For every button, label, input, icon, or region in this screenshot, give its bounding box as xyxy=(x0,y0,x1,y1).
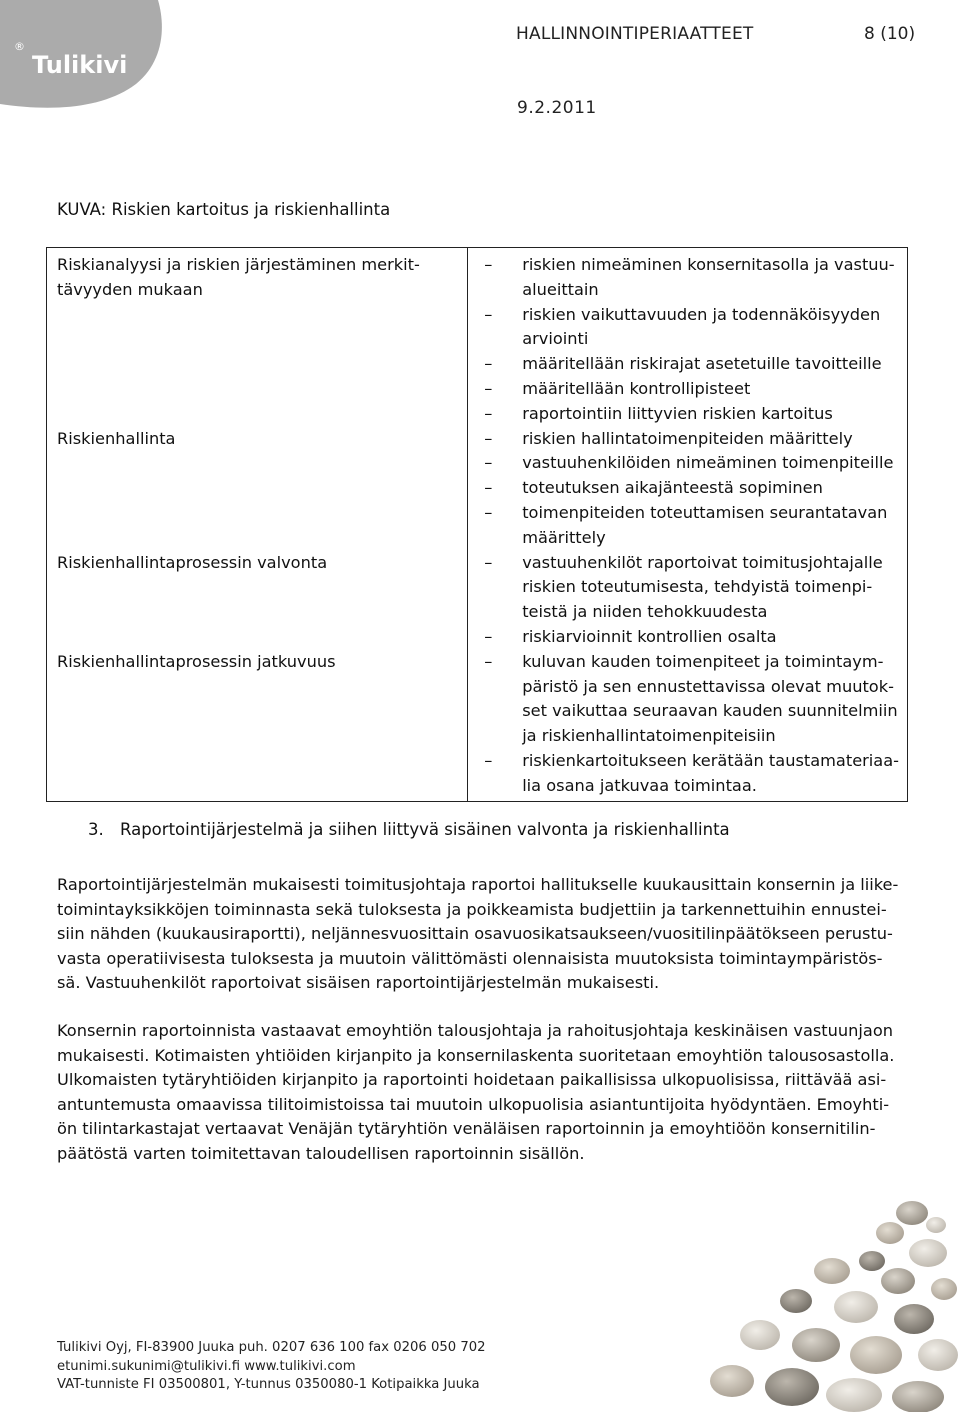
paragraph-line: siin nähden (kuukausiraportti), neljännesvuosittain osavuosikatsaukseen/vuositilinpäätökseen perustu- xyxy=(57,924,893,944)
logo-text: Tulikivi xyxy=(32,51,128,79)
table-row-items xyxy=(468,650,908,801)
dash-icon: – xyxy=(484,403,493,423)
figure-caption: KUVA: Riskien kartoitus ja riskienhallinta xyxy=(57,200,391,219)
document-date: 9.2.2011 xyxy=(517,98,597,118)
paragraph-line: vasta operatiivisesta tuloksesta ja muutoin välittömästi olennaisista muutoksista toimintaympäristös- xyxy=(57,948,883,968)
dash-icon: – xyxy=(484,255,493,274)
list-item xyxy=(484,253,899,303)
dash-icon: – xyxy=(484,626,493,646)
item-line: teistä ja niiden tehokkuudesta xyxy=(522,602,768,622)
dash-icon: – xyxy=(484,304,493,324)
list-item xyxy=(484,551,899,625)
paragraph-line: ön tilintarkastajat vertaavat Venäjän tytäryhtiön venäläisen raportoinnin ja emoyhtiöön konsernitilin- xyxy=(57,1119,876,1139)
table-row xyxy=(47,248,908,427)
dash-icon: – xyxy=(484,453,493,473)
label-line: Riskienhallintaprosessin jatkuvuus xyxy=(57,651,336,671)
list-item xyxy=(484,650,899,749)
section-heading xyxy=(88,820,730,839)
paragraph-line: toimintayksikköjen toiminnasta sekä tuloksesta ja poikkeamista budjettiin ja tarkennettuihin ennustei- xyxy=(57,899,887,919)
item-line: riskien vaikuttavuuden ja todennäköisyyden xyxy=(522,304,881,324)
registered-mark-icon: ® xyxy=(14,40,25,53)
item-line: riskien toteutumisesta, tehdyistä toimenpi- xyxy=(522,577,873,597)
stones-image-icon xyxy=(700,1195,960,1412)
dash-icon: – xyxy=(484,354,493,374)
table-row-label xyxy=(47,248,468,427)
dash-icon: – xyxy=(484,651,493,671)
table-row xyxy=(47,551,908,650)
paragraph-line: mukaisesti. Kotimaisten yhtiöiden kirjanpito ja konsernilaskenta suoritetaan emoyhtiön talousosastolla. xyxy=(57,1045,895,1065)
paragraph-line: Konsernin raportoinnista vastaavat emoyhtiön talousjohtaja ja rahoitusjohtaja keskinäisen vastuunjaon xyxy=(57,1021,894,1040)
item-line: lia osana jatkuvaa toimintaa. xyxy=(522,775,757,795)
paragraph-line: sä. Vastuuhenkilöt raportoivat sisäisen raportointijärjestelmän mukaisesti. xyxy=(57,973,660,993)
item-line: riskiarvioinnit kontrollien osalta xyxy=(522,626,777,646)
risk-table xyxy=(46,247,908,802)
item-line: kuluvan kauden toimenpiteet ja toimintaym- xyxy=(522,651,884,671)
table-row-label xyxy=(47,551,468,650)
footer xyxy=(57,1339,486,1395)
table-row-label xyxy=(47,427,468,551)
list-item xyxy=(484,476,899,501)
item-line: päristö ja sen ennustettavissa olevat muutok- xyxy=(522,676,894,696)
label-line: Riskienhallintaprosessin valvonta xyxy=(57,552,328,572)
table-row-items xyxy=(468,427,908,551)
item-line: alueittain xyxy=(522,279,599,299)
item-line: riskienkartoitukseen kerätään taustamateriaa- xyxy=(522,750,899,770)
list-item xyxy=(484,625,899,650)
dash-icon: – xyxy=(484,478,493,498)
item-line: toteutuksen aikajänteestä sopiminen xyxy=(522,478,823,498)
page-number: 8 (10) xyxy=(864,24,916,44)
list-item xyxy=(484,451,899,476)
paragraph-line: antuntemusta omaavissa tilitoimistoissa tai muutoin ulkopuolisia asiantuntijoita hyödyntäen. Emoyhti- xyxy=(57,1094,890,1114)
footer-address: Tulikivi Oyj, FI-83900 Juuka puh. 0207 636 100 fax 0206 050 702 xyxy=(57,1340,486,1355)
list-item xyxy=(484,377,899,402)
item-line: vastuuhenkilöiden nimeäminen toimenpiteille xyxy=(522,453,894,473)
item-line: arviointi xyxy=(522,329,589,349)
list-item xyxy=(484,501,899,551)
list-item xyxy=(484,303,899,353)
item-line: määritellään riskirajat asetetuille tavoitteille xyxy=(522,354,882,374)
item-line: toimenpiteiden toteuttamisen seurantatavan xyxy=(522,502,888,522)
table-row-items xyxy=(468,551,908,650)
item-line: määritellään kontrollipisteet xyxy=(522,378,751,398)
section-number: 3. xyxy=(88,820,104,839)
paragraph-line: Raportointijärjestelmän mukaisesti toimitusjohtaja raportoi hallitukselle kuukausittain konsernin ja liike- xyxy=(57,875,899,894)
paragraph xyxy=(57,1019,927,1167)
list-item xyxy=(484,402,899,427)
dash-icon: – xyxy=(484,552,493,572)
item-line: vastuuhenkilöt raportoivat toimitusjohtajalle xyxy=(522,552,883,572)
item-line: set vaikuttaa seuraavan kauden suunnitelmiin xyxy=(522,701,898,721)
item-line: riskien hallintatoimenpiteiden määrittely xyxy=(522,428,853,448)
section-title: Raportointijärjestelmä ja siihen liittyvä sisäinen valvonta ja riskienhallinta xyxy=(120,820,730,839)
label-line: tävyyden mukaan xyxy=(57,279,203,299)
item-line: määrittely xyxy=(522,527,606,547)
list-item xyxy=(484,749,899,799)
table-row-label xyxy=(47,650,468,801)
paragraph-line: Ulkomaisten tytäryhtiöiden kirjanpito ja raportointi hoidetaan paikallisissa ulkopuolisissa, riittävää asi- xyxy=(57,1070,887,1090)
list-item xyxy=(484,352,899,377)
label-line: Riskienhallinta xyxy=(57,428,176,448)
table-row-items xyxy=(468,248,908,427)
tulikivi-logo-icon xyxy=(0,0,172,112)
item-line: riskien nimeäminen konsernitasolla ja vastuu- xyxy=(522,255,895,274)
dash-icon: – xyxy=(484,750,493,770)
table-row xyxy=(47,650,908,801)
document-title: HALLINNOINTIPERIAATTEET xyxy=(516,24,754,44)
dash-icon: – xyxy=(484,428,493,448)
dash-icon: – xyxy=(484,378,493,398)
label-line: Riskianalyysi ja riskien järjestäminen merkit- xyxy=(57,255,420,274)
footer-registration: VAT-tunniste FI 03500801, Y-tunnus 0350080-1 Kotipaikka Juuka xyxy=(57,1377,480,1392)
footer-contact: etunimi.sukunimi@tulikivi.fi www.tulikivi.com xyxy=(57,1358,356,1374)
paragraph-line: päätöstä varten toimitettavan taloudellisen raportoinnin sisällön. xyxy=(57,1143,585,1163)
item-line: raportointiin liittyvien riskien kartoitus xyxy=(522,403,833,423)
item-line: ja riskienhallintatoimenpiteisiin xyxy=(522,726,776,746)
table-row xyxy=(47,427,908,551)
list-item xyxy=(484,427,899,452)
paragraph xyxy=(57,873,927,996)
dash-icon: – xyxy=(484,502,493,522)
